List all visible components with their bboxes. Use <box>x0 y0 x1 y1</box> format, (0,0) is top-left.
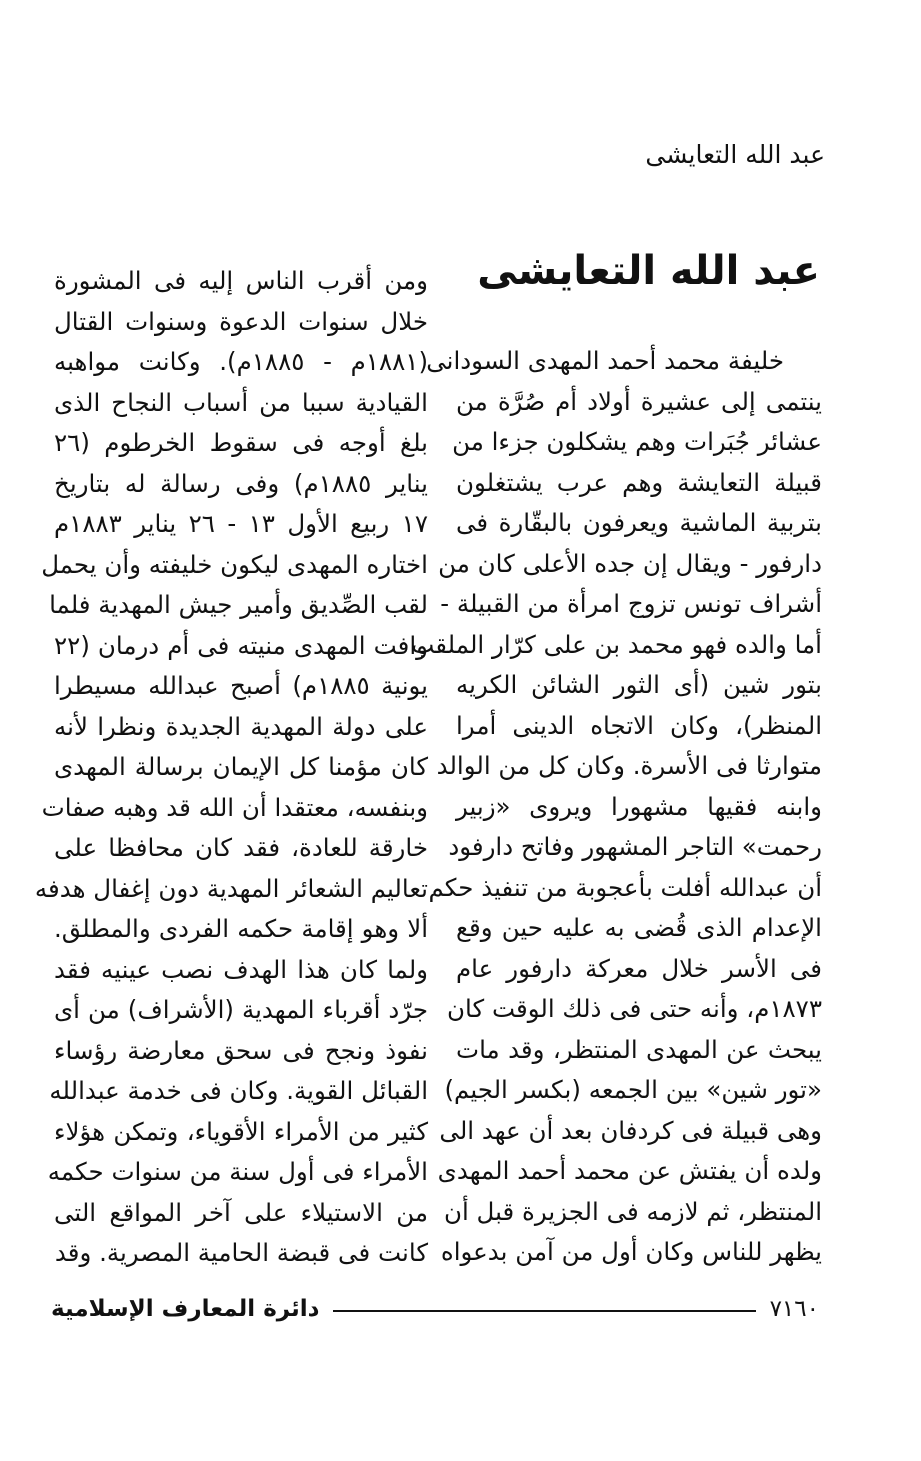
text-line: وابنه فقيها مشهورا ويروى «زبير <box>456 791 822 821</box>
footer-rule <box>333 1310 755 1312</box>
text-line: عشائر جُبَرات وهم يشكلون جزءا من <box>452 427 822 456</box>
text-line: ينتمى إلى عشيرة أولاد أم صُرَّة من <box>456 386 822 416</box>
text-line: يونية ١٨٨٥م) أصبح عبدالله مسيطرا <box>54 671 428 700</box>
text-line: رحمت» التاجر المشهور وفاتح دارفود <box>448 832 822 861</box>
text-line: خليفة محمد أحمد المهدى السودانى <box>426 346 784 375</box>
text-line: ألا وهو إقامة حكمه الفردى والمطلق. <box>54 914 428 943</box>
text-line: يبحث عن المهدى المنتظر، وقد مات <box>456 1034 822 1064</box>
text-line: بلغ أوجه فى سقوط الخرطوم (٢٦ <box>54 428 428 457</box>
text-line: اختاره المهدى ليكون خليفته وأن يحمل <box>41 549 428 579</box>
text-line: نفوذ ونجح فى سحق معارضة رؤساء <box>54 1035 428 1065</box>
text-line: بتور شين (أى الثور الشائن الكريه <box>456 670 822 699</box>
text-line: كثير من الأمراء الأقوياء، وتمكن هؤلاء <box>54 1116 428 1146</box>
text-line: ولما كان هذا الهدف نصب عينيه فقد <box>54 954 428 984</box>
text-line: ومن أقرب الناس إليه فى المشورة <box>54 266 428 295</box>
text-line: وبنفسه، معتقدا أن الله قد وهبه صفات <box>41 792 428 822</box>
text-line: القبائل القوية. وكان فى خدمة عبدالله <box>49 1076 428 1105</box>
text-line: أن عبدالله أفلت بأعجوبة من تنفيذ حكم <box>428 872 822 902</box>
running-head: عبد الله التعايشى <box>645 140 825 169</box>
text-line: الأمراء فى أول سنة من سنوات حكمه <box>47 1157 428 1186</box>
footer-publication-title: دائرة المعارف الإسلامية <box>51 1296 320 1322</box>
text-line: أما والده فهو محمد بن على كرّار الملقب <box>411 629 822 659</box>
text-line: الإعدام الذى قُضى به عليه حين وقع <box>456 913 822 942</box>
text-line: قبيلة التعايشة وهم عرب يشتغلون <box>456 467 822 497</box>
text-line: خلال سنوات الدعوة وسنوات القتال <box>54 306 428 336</box>
text-line: متوارثا فى الأسرة. وكان كل من الوالد <box>436 751 822 780</box>
text-line: ١٧ ربيع الأول ١٣ - ٢٦ يناير ١٨٨٣م <box>54 509 428 538</box>
text-line: «تور شين» بين الجمعه (بكسر الجيم) <box>444 1075 822 1104</box>
text-line: فى الأسر خلال معركة دارفور عام <box>456 953 822 983</box>
page-number: ٧١٦٠ <box>769 1296 819 1322</box>
text-line: كانت فى قبضة الحامية المصرية. وقد <box>54 1238 428 1267</box>
text-line: على دولة المهدية الجديدة ونظرا لأنه <box>54 711 428 741</box>
text-line: ١٨٧٣م، وأنه حتى فى ذلك الوقت كان <box>447 994 822 1023</box>
text-line: المنتظر، ثم لازمه فى الجزيرة قبل أن <box>443 1196 822 1226</box>
text-line: أشراف تونس تزوج امرأة من القبيلة - <box>440 589 822 618</box>
article-title: عبد الله التعايشى <box>477 248 820 294</box>
text-line: لقب الصِّديق وأمير جيش المهدية فلما <box>49 590 428 619</box>
text-line: من الاستيلاء على آخر المواقع التى <box>54 1197 428 1227</box>
text-line: جرّد أقرباء المهدية (الأشراف) من أى <box>54 995 428 1024</box>
text-line: دارفور - ويقال إن جده الأعلى كان من <box>438 548 822 578</box>
text-line: يظهر للناس وكان أول من آمن بدعواه <box>440 1237 822 1266</box>
text-line: بتربية الماشية ويعرفون بالبقّارة فى <box>456 508 822 537</box>
text-line: يناير ١٨٨٥م) وفى رسالة له بتاريخ <box>54 468 428 498</box>
text-line: القيادية سببا من أسباب النجاح الذى <box>54 387 428 417</box>
right-column <box>411 341 822 1273</box>
left-column <box>34 261 428 1274</box>
text-line: تعاليم الشعائر المهدية دون إغفال هدفه <box>34 873 428 903</box>
text-line: وافت المهدى منيته فى أم درمان (٢٢ <box>54 630 428 660</box>
text-line: (١٨٨١م - ١٨٨٥م). وكانت مواهبه <box>54 347 428 376</box>
text-line: خارقة للعادة، فقد كان محافظا على <box>54 833 428 862</box>
text-line: ولده أن يفتش عن محمد أحمد المهدى <box>437 1156 822 1185</box>
page-footer <box>51 1294 819 1324</box>
text-line: وهى قبيلة فى كردفان بعد أن عهد الى <box>439 1115 822 1145</box>
text-line: كان مؤمنا كل الإيمان برسالة المهدى <box>54 752 428 781</box>
text-line: المنظر)، وكان الاتجاه الدينى أمرا <box>456 710 822 740</box>
